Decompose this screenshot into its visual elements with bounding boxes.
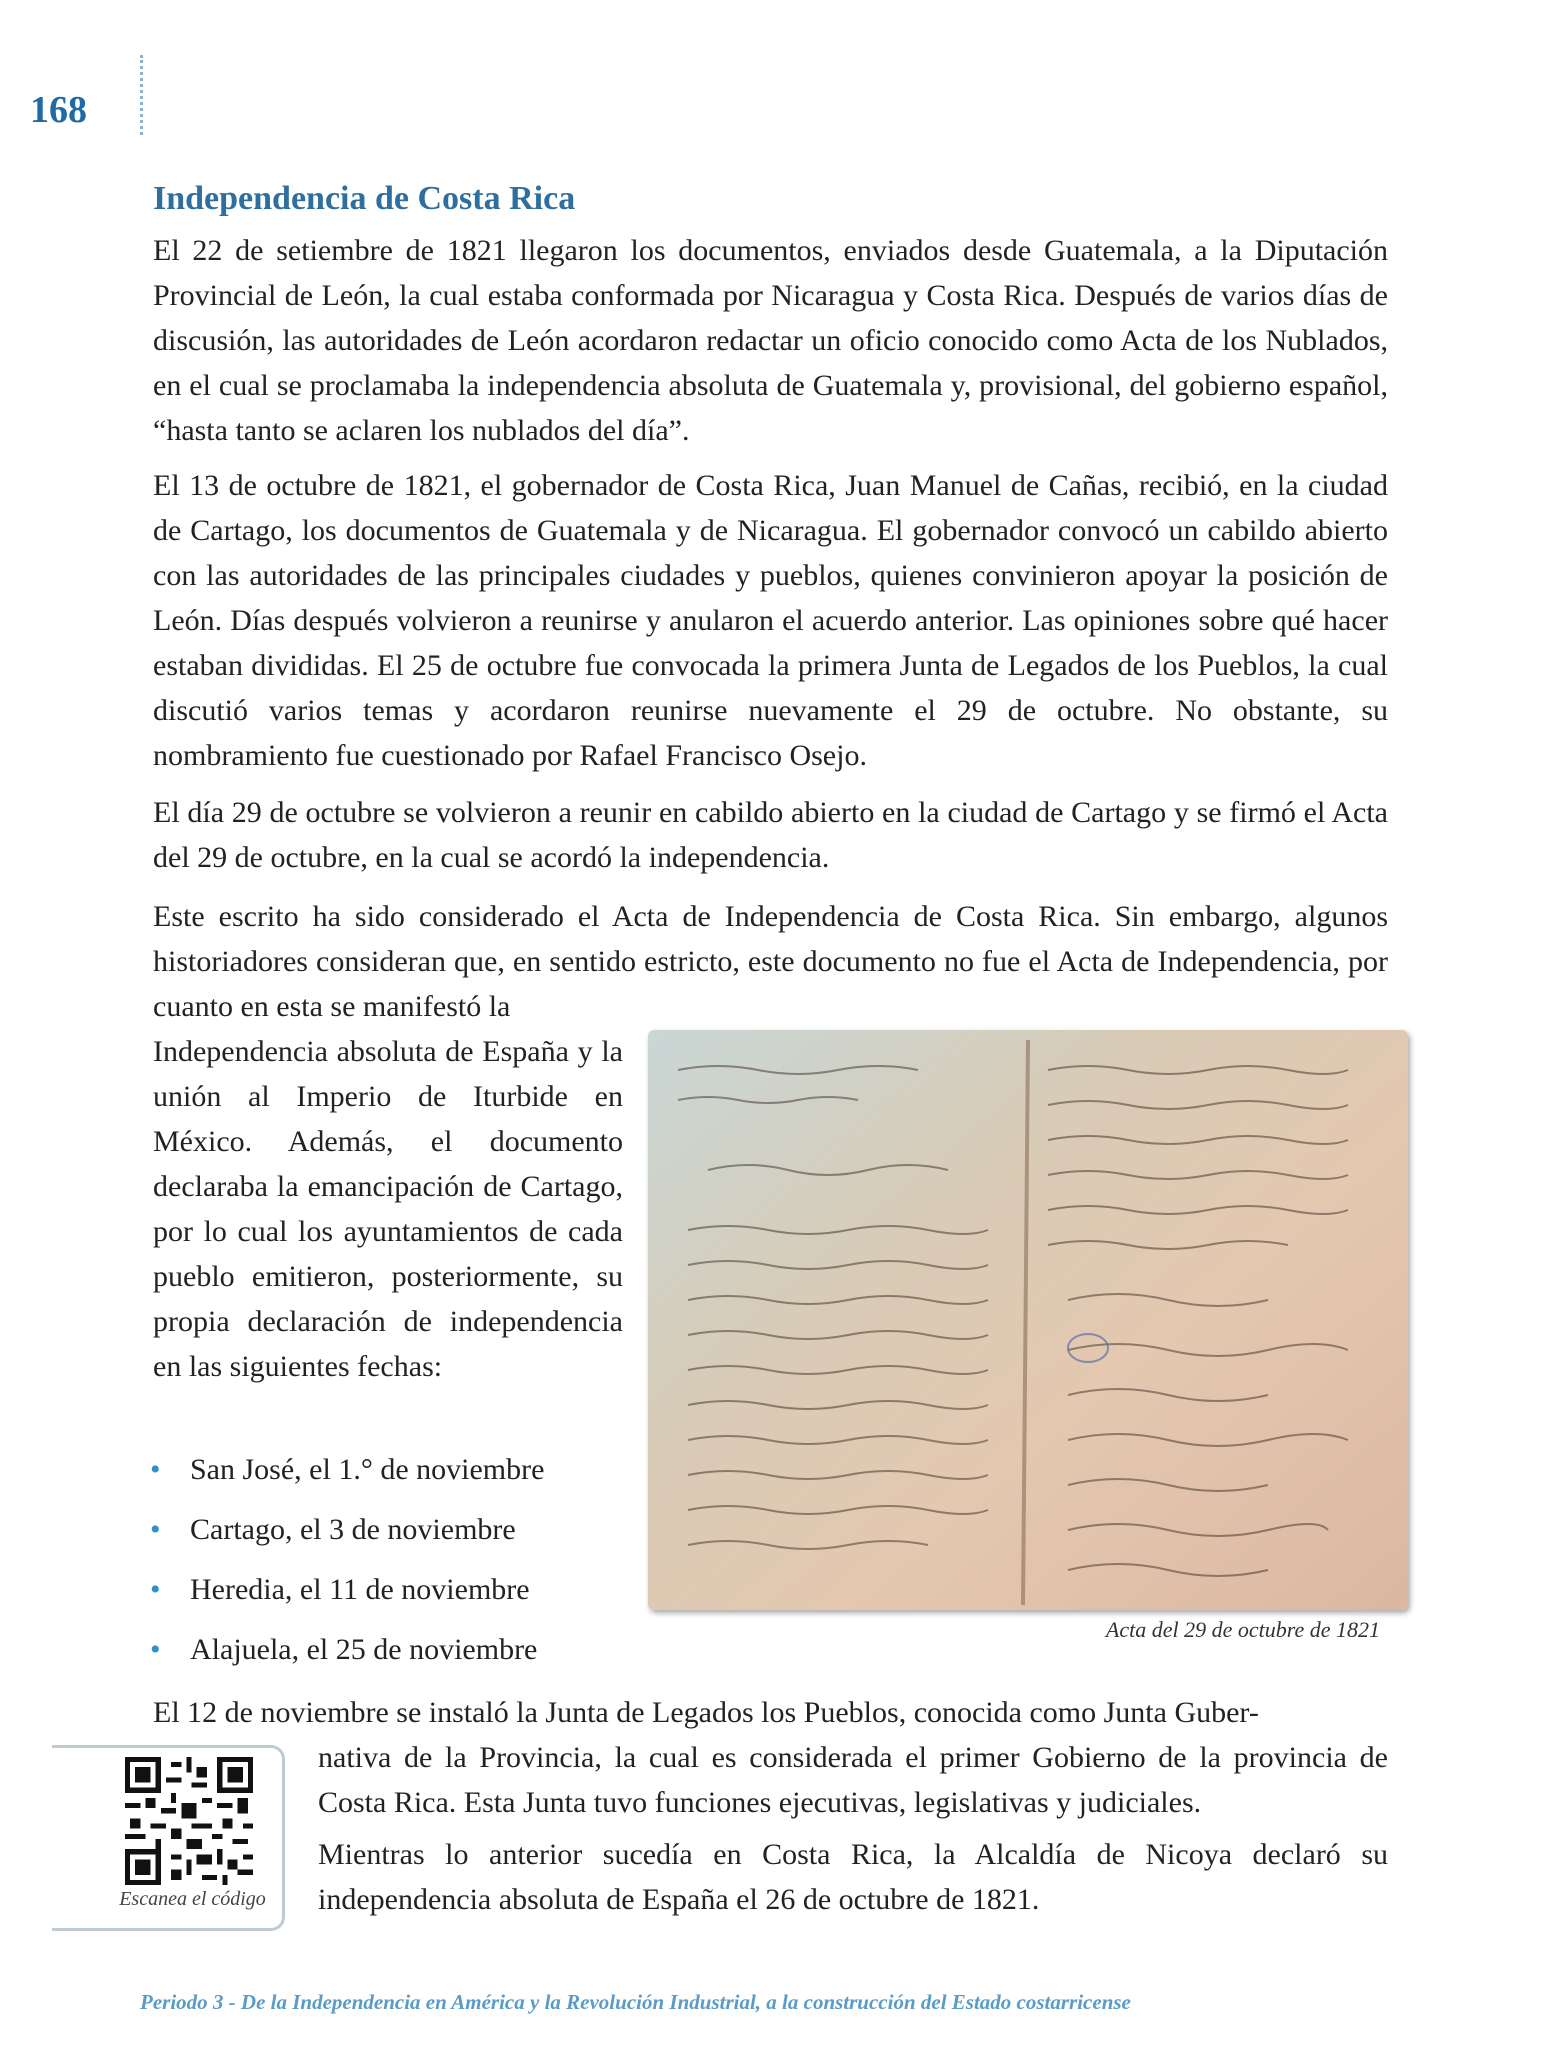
image-caption: Acta del 29 de octubre de 1821 xyxy=(1105,1617,1380,1642)
manuscript-illustration xyxy=(648,1030,1408,1610)
section-heading: Independencia de Costa Rica xyxy=(153,180,576,217)
qr-code-icon[interactable] xyxy=(125,1757,253,1885)
qr-label: Escanea el código xyxy=(119,1888,266,1910)
page-number-divider xyxy=(140,55,143,135)
paragraph-acta-independencia-body: Independencia absoluta de España y la unión al Imperio de Iturbide en México. Además, el documento declaraba la emancipación de Cartago, por lo cual los ayuntamientos de cada pueblo emitieron, posteriormente, su propia declaración de independencia en las siguientes fechas: xyxy=(153,1035,623,1383)
paragraph-junta-gubernativa-first-line: El 12 de noviembre se instaló la Junta de Legados los Pueblos, conocida como Junta Guber- xyxy=(153,1696,1259,1729)
paragraph-nicoya: Mientras lo anterior sucedía en Costa Rica, la Alcaldía de Nicoya declaró su independencia absoluta de España el 26 de octubre de 1821. xyxy=(318,1838,1388,1916)
paragraph-acta-nublados: El 22 de setiembre de 1821 llegaron los documentos, enviados desde Guatemala, a la Diputación Provincial de León, la cual estaba conformada por Nicaragua y Costa Rica. Después de varios días de discusión, las autoridades de León acordaron redactar un oficio conocido como Acta de los Nublados, en el cual se proclamaba la independencia absoluta de Guatemala y, provisional, del gobierno español, “hasta tanto se aclaren los nublados del día”. xyxy=(153,234,1388,447)
bullet-icon: • xyxy=(150,1573,161,1606)
bullet-icon: • xyxy=(150,1633,161,1666)
list-item: • Heredia, el 11 de noviembre xyxy=(150,1560,544,1620)
list-item: • San José, el 1.° de noviembre xyxy=(150,1440,544,1500)
paragraph-cartago-cabildo: El 13 de octubre de 1821, el gobernador de Costa Rica, Juan Manuel de Cañas, recibió, en la ciudad de Cartago, los documentos de Guatemala y de Nicaragua. El gobernador convocó un cabildo abierto con las autoridades de las principales ciudades y pueblos, quienes convinieron apoyar la posición de León. Días después volvieron a reunirse y anularon el acuerdo anterior. Las opiniones sobre qué hacer estaban divididas. El 25 de octubre fue convocada la primera Junta de Legados de los Pueblos, la cual discutió varios temas y acordaron reunirse nuevamente el 29 de octubre. No obstante, su nombramiento fue cuestionado por Rafael Francisco Osejo. xyxy=(153,469,1388,772)
historical-document-photo xyxy=(648,1030,1408,1610)
paragraph-junta-gubernativa: nativa de la Provincia, la cual es considerada el primer Gobierno de la provincia de Costa Rica. Esta Junta tuvo funciones ejecutivas, legislativas y judiciales. xyxy=(318,1741,1388,1819)
page-number: 168 xyxy=(30,89,87,131)
bullet-icon: • xyxy=(150,1513,161,1546)
paragraph-acta-independencia-intro: Este escrito ha sido considerado el Acta de Independencia de Costa Rica. Sin embargo, algunos historiadores consideran que, en sentido estricto, este documento no fue el Acta de Independencia, por cuanto en esta se manifestó la xyxy=(153,900,1388,1023)
page-footer: Periodo 3 - De la Independencia en América y la Revolución Industrial, a la construcción del Estado costarricense xyxy=(140,1990,1131,2014)
list-item: • Cartago, el 3 de noviembre xyxy=(150,1500,544,1560)
list-item: • Alajuela, el 25 de noviembre xyxy=(150,1620,544,1680)
paragraph-acta-29-octubre: El día 29 de octubre se volvieron a reunir en cabildo abierto en la ciudad de Cartago y se firmó el Acta del 29 de octubre, en la cual se acordó la independencia. xyxy=(153,796,1388,874)
independence-dates-list xyxy=(150,1440,544,1680)
bullet-icon: • xyxy=(150,1453,161,1486)
